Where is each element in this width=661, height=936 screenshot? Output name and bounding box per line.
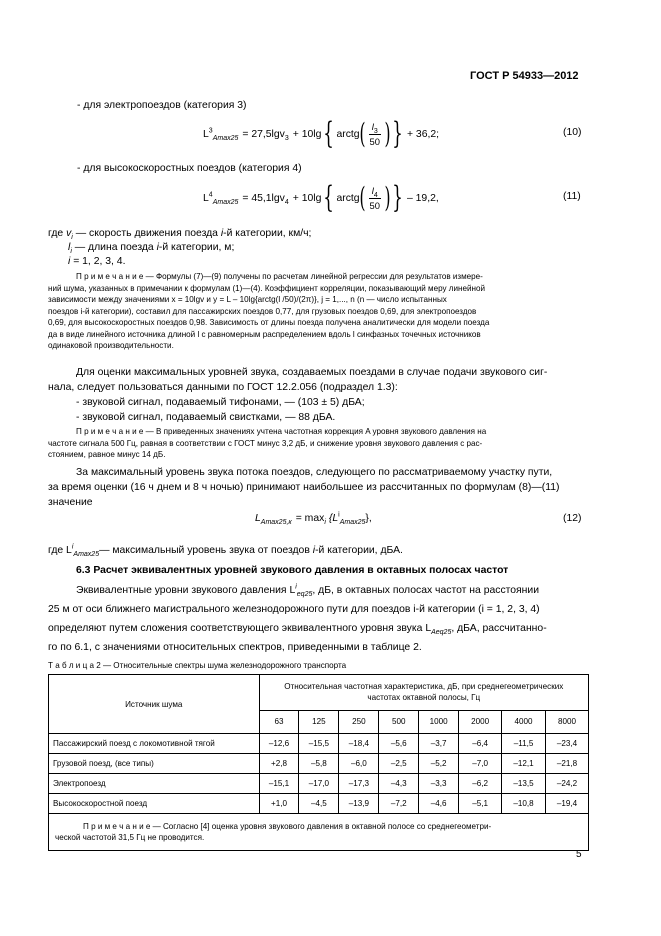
table-caption: Т а б л и ц а 2 — Относительные спектры шума железнодорожного транспорта bbox=[48, 661, 347, 670]
frequency-header-cell: 1000 bbox=[419, 710, 459, 733]
frequency-header-cell: 125 bbox=[299, 710, 339, 733]
fraction: $\frac{l_4}{50}$ bbox=[369, 184, 380, 211]
value-cell: –11,5 bbox=[502, 734, 546, 754]
note-1: П р и м е ч а н и е — Формулы (7)—(9) получены по расчетам линейной регрессии для результатов измере- ний шума, указанных в примечании к формулам (1)—(4). Коэффициент корреляции, показывающий меру линейной зависимости между значениями x = 10lgv и y = L – 10lg{arctg(l /50)/(2π)}, j = 1,..., n (n — число испытанных поездов i-й категории), составил для пассажирских поездов 0,77, для грузовых поездов 0,69, для электропоездов 0,69, для высокоскоростных поездов 0,98. Зависимость от длины поезда получена аналитически для модели поезда да в виде линейного источника длиной l с равномерным распределением вдоль l синфазных точечных источников одинаковой производительности. bbox=[48, 272, 490, 350]
value-cell: –13,5 bbox=[502, 774, 546, 794]
table-note: П р и м е ч а н и е — Согласно [4] оценка уровня звукового давления в октавной полосе со среднегеометри- ческой частотой 31,5 Гц не проводится. bbox=[49, 814, 589, 851]
table-row bbox=[49, 734, 589, 754]
signal-paragraph: Для оценки максимальных уровней звука, создаваемых поездами в случае подачи звукового сиг- нала, следует пользоваться данными по ГОСТ 12.2.056 (подраздел 1.3): - звуковой сигнал, подаваемый тифонами, — (103 ± 5) дБА; - звуковой сигнал, подаваемый свистками, — 88 дБА. bbox=[48, 367, 548, 423]
table-row bbox=[49, 794, 589, 814]
value-cell: –4,6 bbox=[419, 794, 459, 814]
equation-number-12: (12) bbox=[563, 513, 582, 524]
value-cell: –7,0 bbox=[459, 754, 502, 774]
value-cell: –4,3 bbox=[379, 774, 419, 794]
source-cell: Высокоскоростной поезд bbox=[49, 794, 260, 814]
octave-paragraph: Эквивалентные уровни звукового давления $L^i_{eq25}$, дБ, в октавных полосах частот на расстоянии 25 м от оси ближнего магистрального железнодорожного пути для поездов i-й категории (i = 1, 2, 3, 4) определяют путем сложения соответствующего эквивалентного уровня звука $L_{Aeq25}$, дБА, рассчитанно- го по 6.1, с значениями относительных спектров, приведенными в таблице 2. bbox=[48, 583, 547, 653]
value-cell: –4,5 bbox=[299, 794, 339, 814]
equation-number-10: (10) bbox=[563, 127, 582, 138]
max-level-paragraph: За максимальный уровень звука потока поездов, следующего по рассматриваемому участку пути, за время оценки (16 ч днем и 8 ч ночью) принимают наибольшее из рассчитанных по формулам (8)—(11) значение bbox=[48, 467, 560, 508]
value-cell: –13,9 bbox=[339, 794, 379, 814]
value-cell: –24,2 bbox=[546, 774, 589, 794]
value-cell: –10,8 bbox=[502, 794, 546, 814]
equation-number-11: (11) bbox=[563, 191, 581, 202]
value-cell: –3,3 bbox=[419, 774, 459, 794]
value-cell: –6,0 bbox=[339, 754, 379, 774]
value-cell: –12,6 bbox=[259, 734, 299, 754]
formula-11: $L^4_{Amax25}$ = 45,1lgv$_4$ + 10lg { arctg ( $\frac{l_4}{50}$ ) } – 19,2, bbox=[203, 180, 439, 215]
value-cell: –21,8 bbox=[546, 754, 589, 774]
frequency-header-cell: 8000 bbox=[546, 710, 589, 733]
value-cell: –12,1 bbox=[502, 754, 546, 774]
value-cell: –2,5 bbox=[379, 754, 419, 774]
table-row bbox=[49, 754, 589, 774]
frequency-header-cell: 500 bbox=[379, 710, 419, 733]
value-cell: –6,4 bbox=[459, 734, 502, 754]
frequency-header-cell: 250 bbox=[339, 710, 379, 733]
fraction: $\frac{l_3}{50}$ bbox=[369, 120, 380, 147]
table-header-row bbox=[49, 675, 589, 711]
category-4-label: - для высокоскоростных поездов (категория 4) bbox=[77, 163, 302, 174]
source-cell: Электропоезд bbox=[49, 774, 260, 794]
value-cell: –6,2 bbox=[459, 774, 502, 794]
source-cell: Пассажирский поезд с локомотивной тягой bbox=[49, 734, 260, 754]
value-cell: –3,7 bbox=[419, 734, 459, 754]
table-body bbox=[49, 734, 589, 814]
page-number: 5 bbox=[576, 849, 582, 860]
value-cell: –5,6 bbox=[379, 734, 419, 754]
frequency-header-cell: 63 bbox=[259, 710, 299, 733]
frequency-group-header: Относительная частотная характеристика, дБ, при среднегеометрических частотах октавной полосы, Гц bbox=[259, 675, 588, 711]
category-3-label: - для электропоездов (категория 3) bbox=[77, 100, 247, 111]
value-cell: –17,0 bbox=[299, 774, 339, 794]
value-cell: –17,3 bbox=[339, 774, 379, 794]
value-cell: +1,0 bbox=[259, 794, 299, 814]
frequency-header-cell: 2000 bbox=[459, 710, 502, 733]
where-line-length: $l_i$ — длина поезда i-й категории, м; bbox=[68, 242, 235, 256]
value-cell: –5,8 bbox=[299, 754, 339, 774]
value-cell: –18,4 bbox=[339, 734, 379, 754]
value-cell: –23,4 bbox=[546, 734, 589, 754]
value-cell: –5,1 bbox=[459, 794, 502, 814]
where-line-speed: где $v_i$ — скорость движения поезда i-й категории, км/ч; bbox=[48, 228, 312, 242]
value-cell: –15,5 bbox=[299, 734, 339, 754]
table-note-row bbox=[49, 814, 589, 851]
note-2: П р и м е ч а н и е — В приведенных значениях учтена частотная коррекция A уровня звукового давления на частоте сигнала 500 Гц, равная в соответствии с ГОСТ минус 3,2 дБ, и снижение уровня звукового давления с рас- стоянием, равное минус 14 дБ. bbox=[48, 427, 487, 459]
where-line-index: i = 1, 2, 3, 4. bbox=[68, 256, 126, 267]
where-line-max-level: где $L^i_{Amax25}—$ максимальный уровень звука от поездов i-й категории, дБА. bbox=[48, 543, 403, 559]
value-cell: –15,1 bbox=[259, 774, 299, 794]
value-cell: –19,4 bbox=[546, 794, 589, 814]
table-row bbox=[49, 774, 589, 794]
section-heading: 6.3 Расчет эквивалентных уровней звукового давления в октавных полосах частот bbox=[76, 565, 509, 576]
source-column-header: Источник шума bbox=[49, 675, 260, 734]
value-cell: –7,2 bbox=[379, 794, 419, 814]
value-cell: –5,2 bbox=[419, 754, 459, 774]
spectra-table bbox=[48, 674, 589, 851]
formula-10: $L^3_{Amax25}$ = 27,5lgv$_3$ + 10lg { arctg ( $\frac{l_3}{50}$ ) } + 36,2; bbox=[203, 116, 440, 151]
source-cell: Грузовой поезд, (все типы) bbox=[49, 754, 260, 774]
value-cell: +2,8 bbox=[259, 754, 299, 774]
formula-12: $L_{Amax25,к}$ = $\max_i$ $\{L^i_{Amax25}\}$, bbox=[255, 511, 372, 527]
standard-header: ГОСТ Р 54933—2012 bbox=[470, 70, 579, 82]
frequency-header-cell: 4000 bbox=[502, 710, 546, 733]
